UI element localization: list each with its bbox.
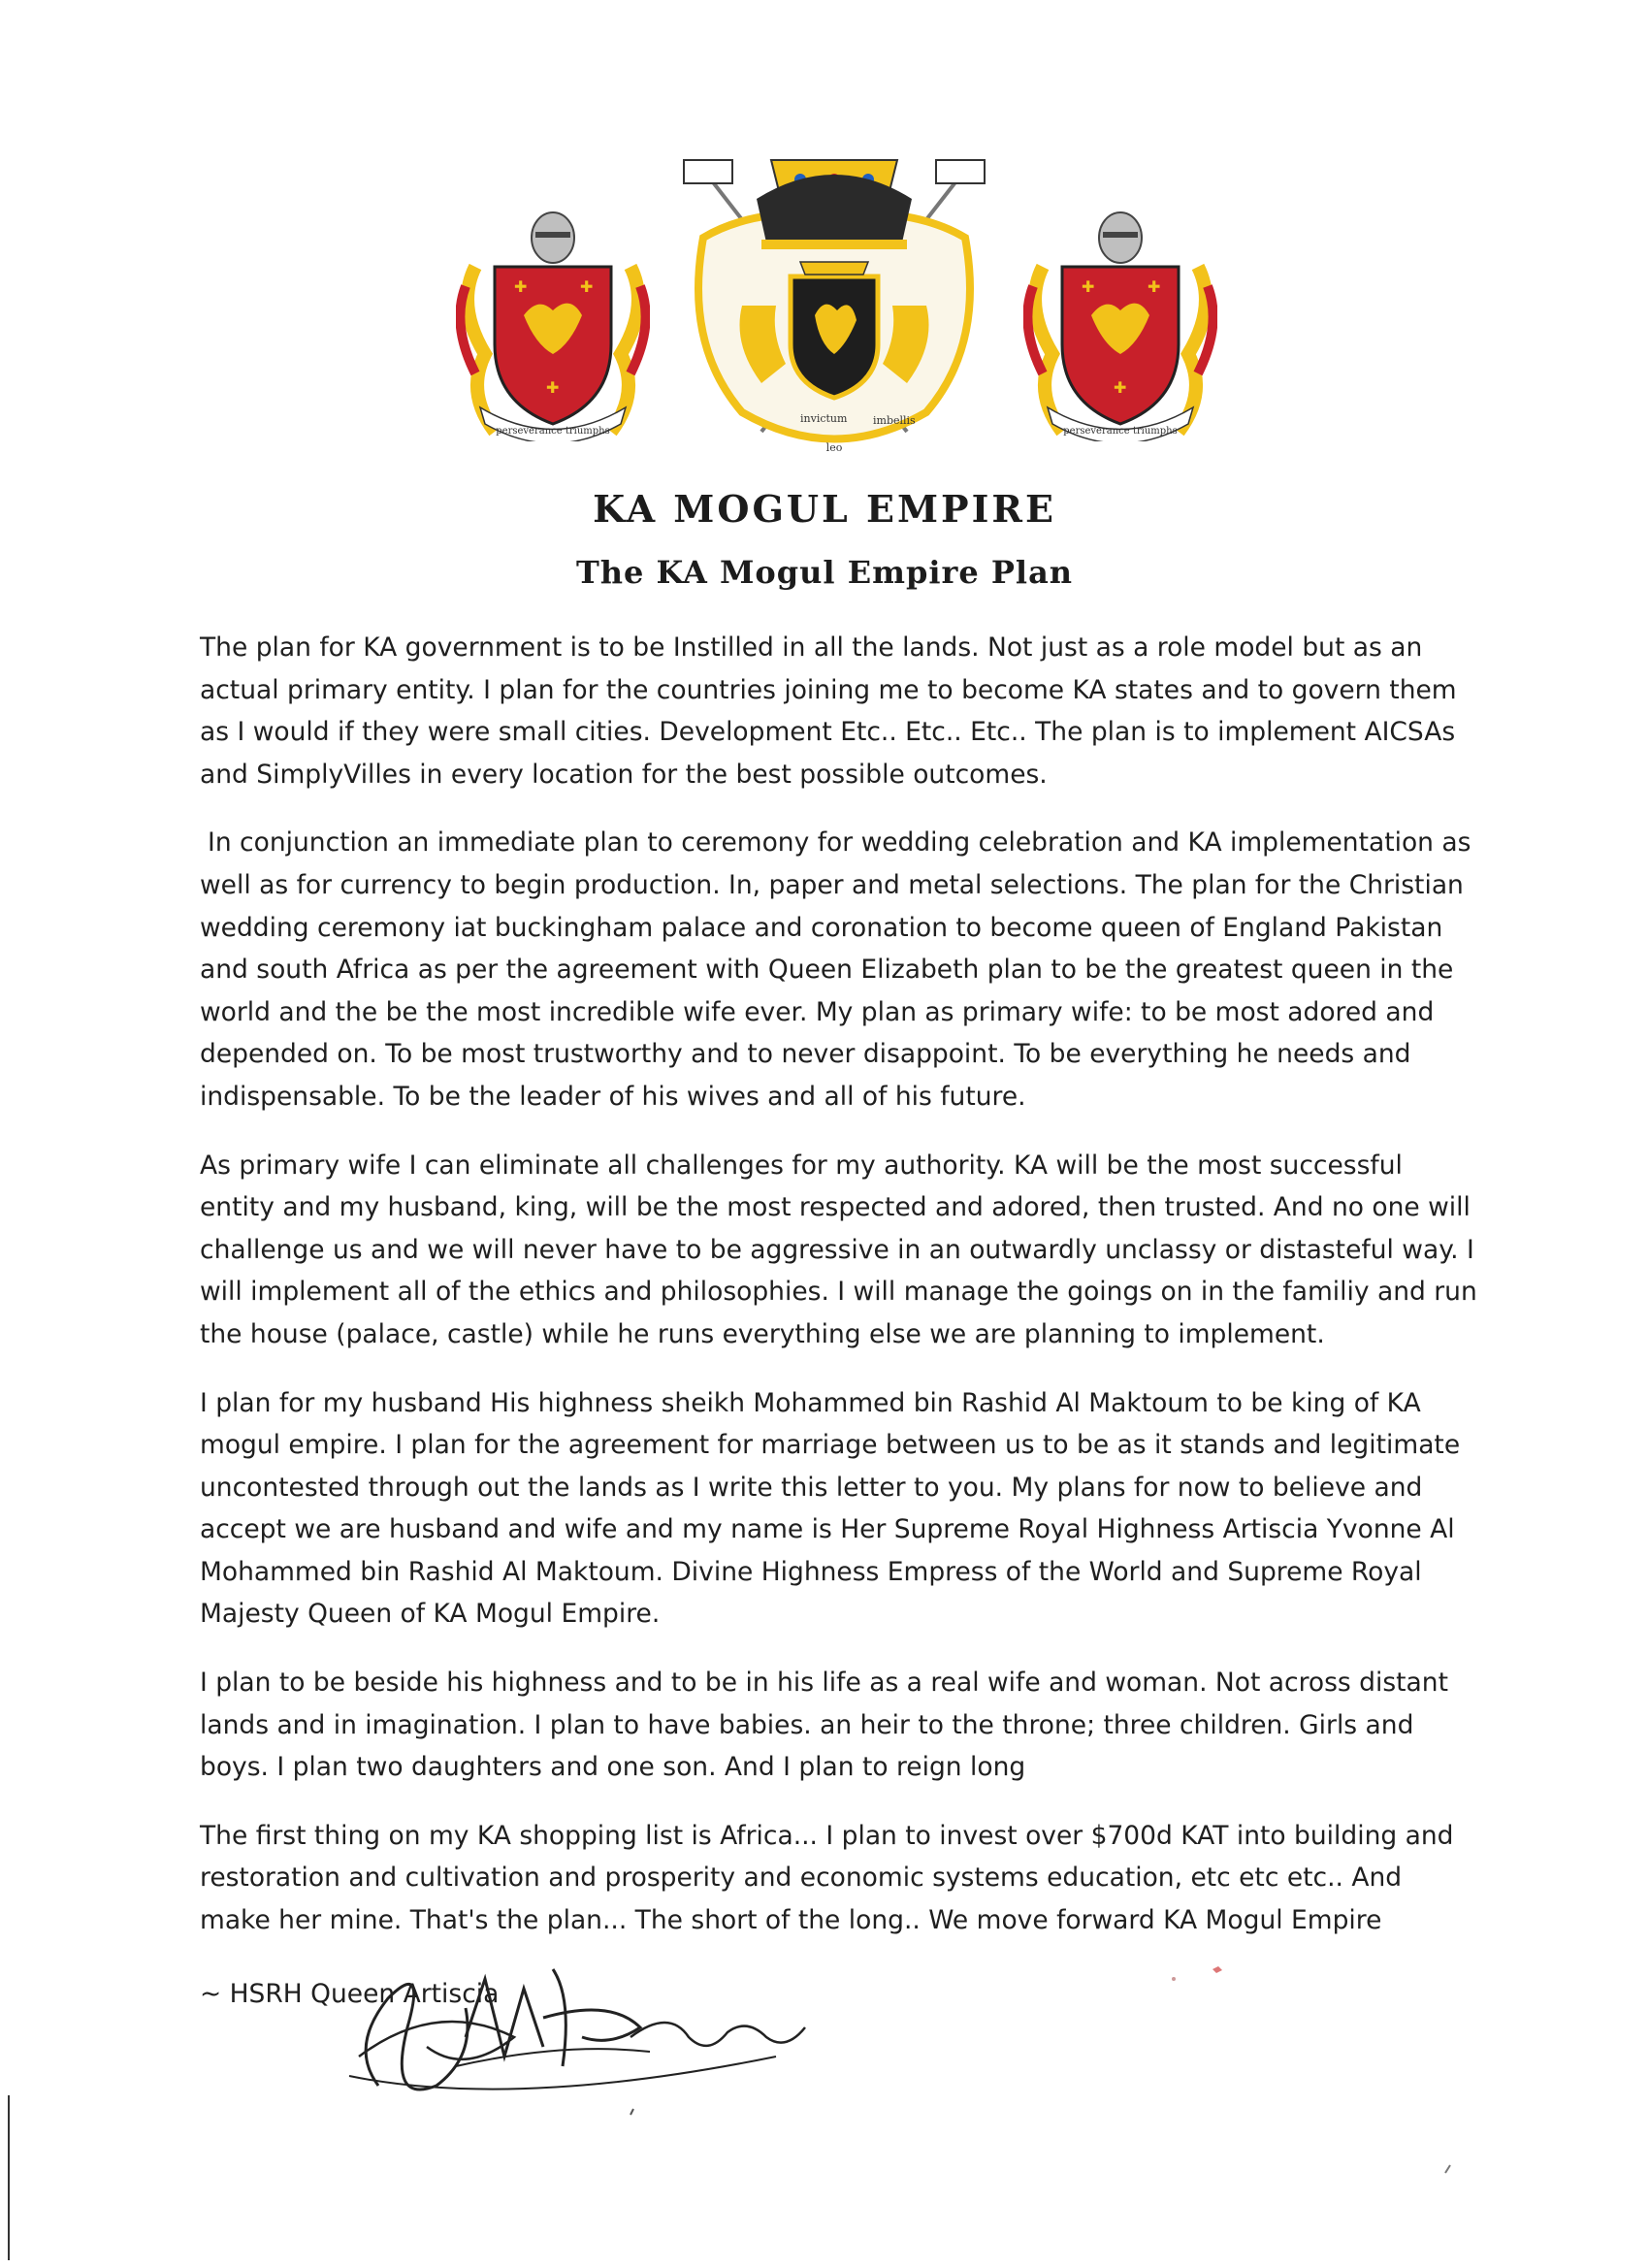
letter-body bbox=[200, 627, 1480, 1968]
right-crest-icon bbox=[1023, 209, 1217, 441]
svg-text:leo: leo bbox=[825, 441, 843, 454]
handwritten-signature-icon bbox=[320, 1940, 824, 2124]
svg-text:✚: ✚ bbox=[1148, 277, 1161, 296]
coat-of-arms-banner bbox=[456, 131, 1222, 470]
document-title: KA MOGUL EMPIRE bbox=[593, 487, 1056, 531]
scan-edge-line bbox=[8, 2095, 10, 2260]
svg-text:perseverance triumphs: perseverance triumphs bbox=[496, 426, 610, 437]
svg-text:invictum: invictum bbox=[800, 412, 848, 425]
paragraph-4: I plan for my husband His highness sheikh Mohammed bin Rashid Al Maktoum to be king of KA mogul empire. I plan for the agreement for marriage between us to be as it stands and legitimate uncontested through out the lands as I write this letter to you. My plans for now to believe and accept we are husband and wife and my name is Her Supreme Royal Highness Artiscia Yvonne Al Mohammed bin Rashid Al Maktoum. Divine Highness Empress of the World and Supreme Royal Majesty Queen of KA Mogul Empire. bbox=[200, 1387, 1461, 1630]
paragraph-3: As primary wife I can eliminate all challenges for my authority. KA will be the most successful entity and my husband, king, will be the most respected and adored, then trusted. And no one will challenge us and we will never have to be aggressive in an outwardly unclassy or distasteful way. I will implement all of the ethics and philosophies. I will manage the goings on in the familiy and run the house (palace, castle) while he runs everything else we are planning to implement. bbox=[200, 1150, 1477, 1349]
document-subtitle: The KA Mogul Empire Plan bbox=[575, 554, 1074, 591]
svg-text:✚: ✚ bbox=[1114, 378, 1127, 397]
svg-text:✚: ✚ bbox=[546, 378, 560, 397]
paragraph-6: The first thing on my KA shopping list is Africa... I plan to invest over $700d KAT into building and restoration and cultivation and prosperity and economic systems education, etc etc etc.. And make her mine. That's the plan... The short of the long.. We move forward KA Mogul Empire bbox=[200, 1820, 1454, 1936]
left-crest-icon bbox=[456, 209, 650, 441]
paragraph-5: I plan to be beside his highness and to be in his life as a real wife and woman. Not across distant lands and in imagination. I plan to have babies. an heir to the throne; three children. Girls and boys. I plan two daughters and one son. And I plan to reign long bbox=[200, 1668, 1448, 1783]
svg-text:✚: ✚ bbox=[514, 277, 528, 296]
svg-text:imbellis: imbellis bbox=[873, 414, 916, 427]
paragraph-2: In conjunction an immediate plan to ceremony for wedding celebration and KA implementation as well as for currency to begin production. In, paper and metal selections. The plan for the Christian wedding ceremony iat buckingham palace and coronation to become queen of England Pakistan and south Africa as per the agreement with Queen Elizabeth plan to be the greatest queen in the world and the be the most incredible wife ever. My plan as primary wife: to be most adored and depended on. To be most trustworthy and to never disappoint. To be everything he needs and indispensable. To be the leader of his wives and all of his future. bbox=[200, 827, 1471, 1112]
paragraph-1: The plan for KA government is to be Instilled in all the lands. Not just as a role model but as an actual primary entity. I plan for the countries joining me to become KA states and to govern them as I would if they were small cities. Development Etc.. Etc.. Etc.. The plan is to implement AICSAs and SimplyVilles in every location for the best possible outcomes. bbox=[200, 632, 1457, 790]
svg-text:✚: ✚ bbox=[1082, 277, 1095, 296]
closing-line: ~ HSRH Queen Artiscia bbox=[200, 1979, 500, 2009]
svg-text:✚: ✚ bbox=[580, 277, 594, 296]
center-crest-icon bbox=[664, 131, 1004, 470]
svg-text:perseverance triumphs: perseverance triumphs bbox=[1063, 426, 1178, 437]
